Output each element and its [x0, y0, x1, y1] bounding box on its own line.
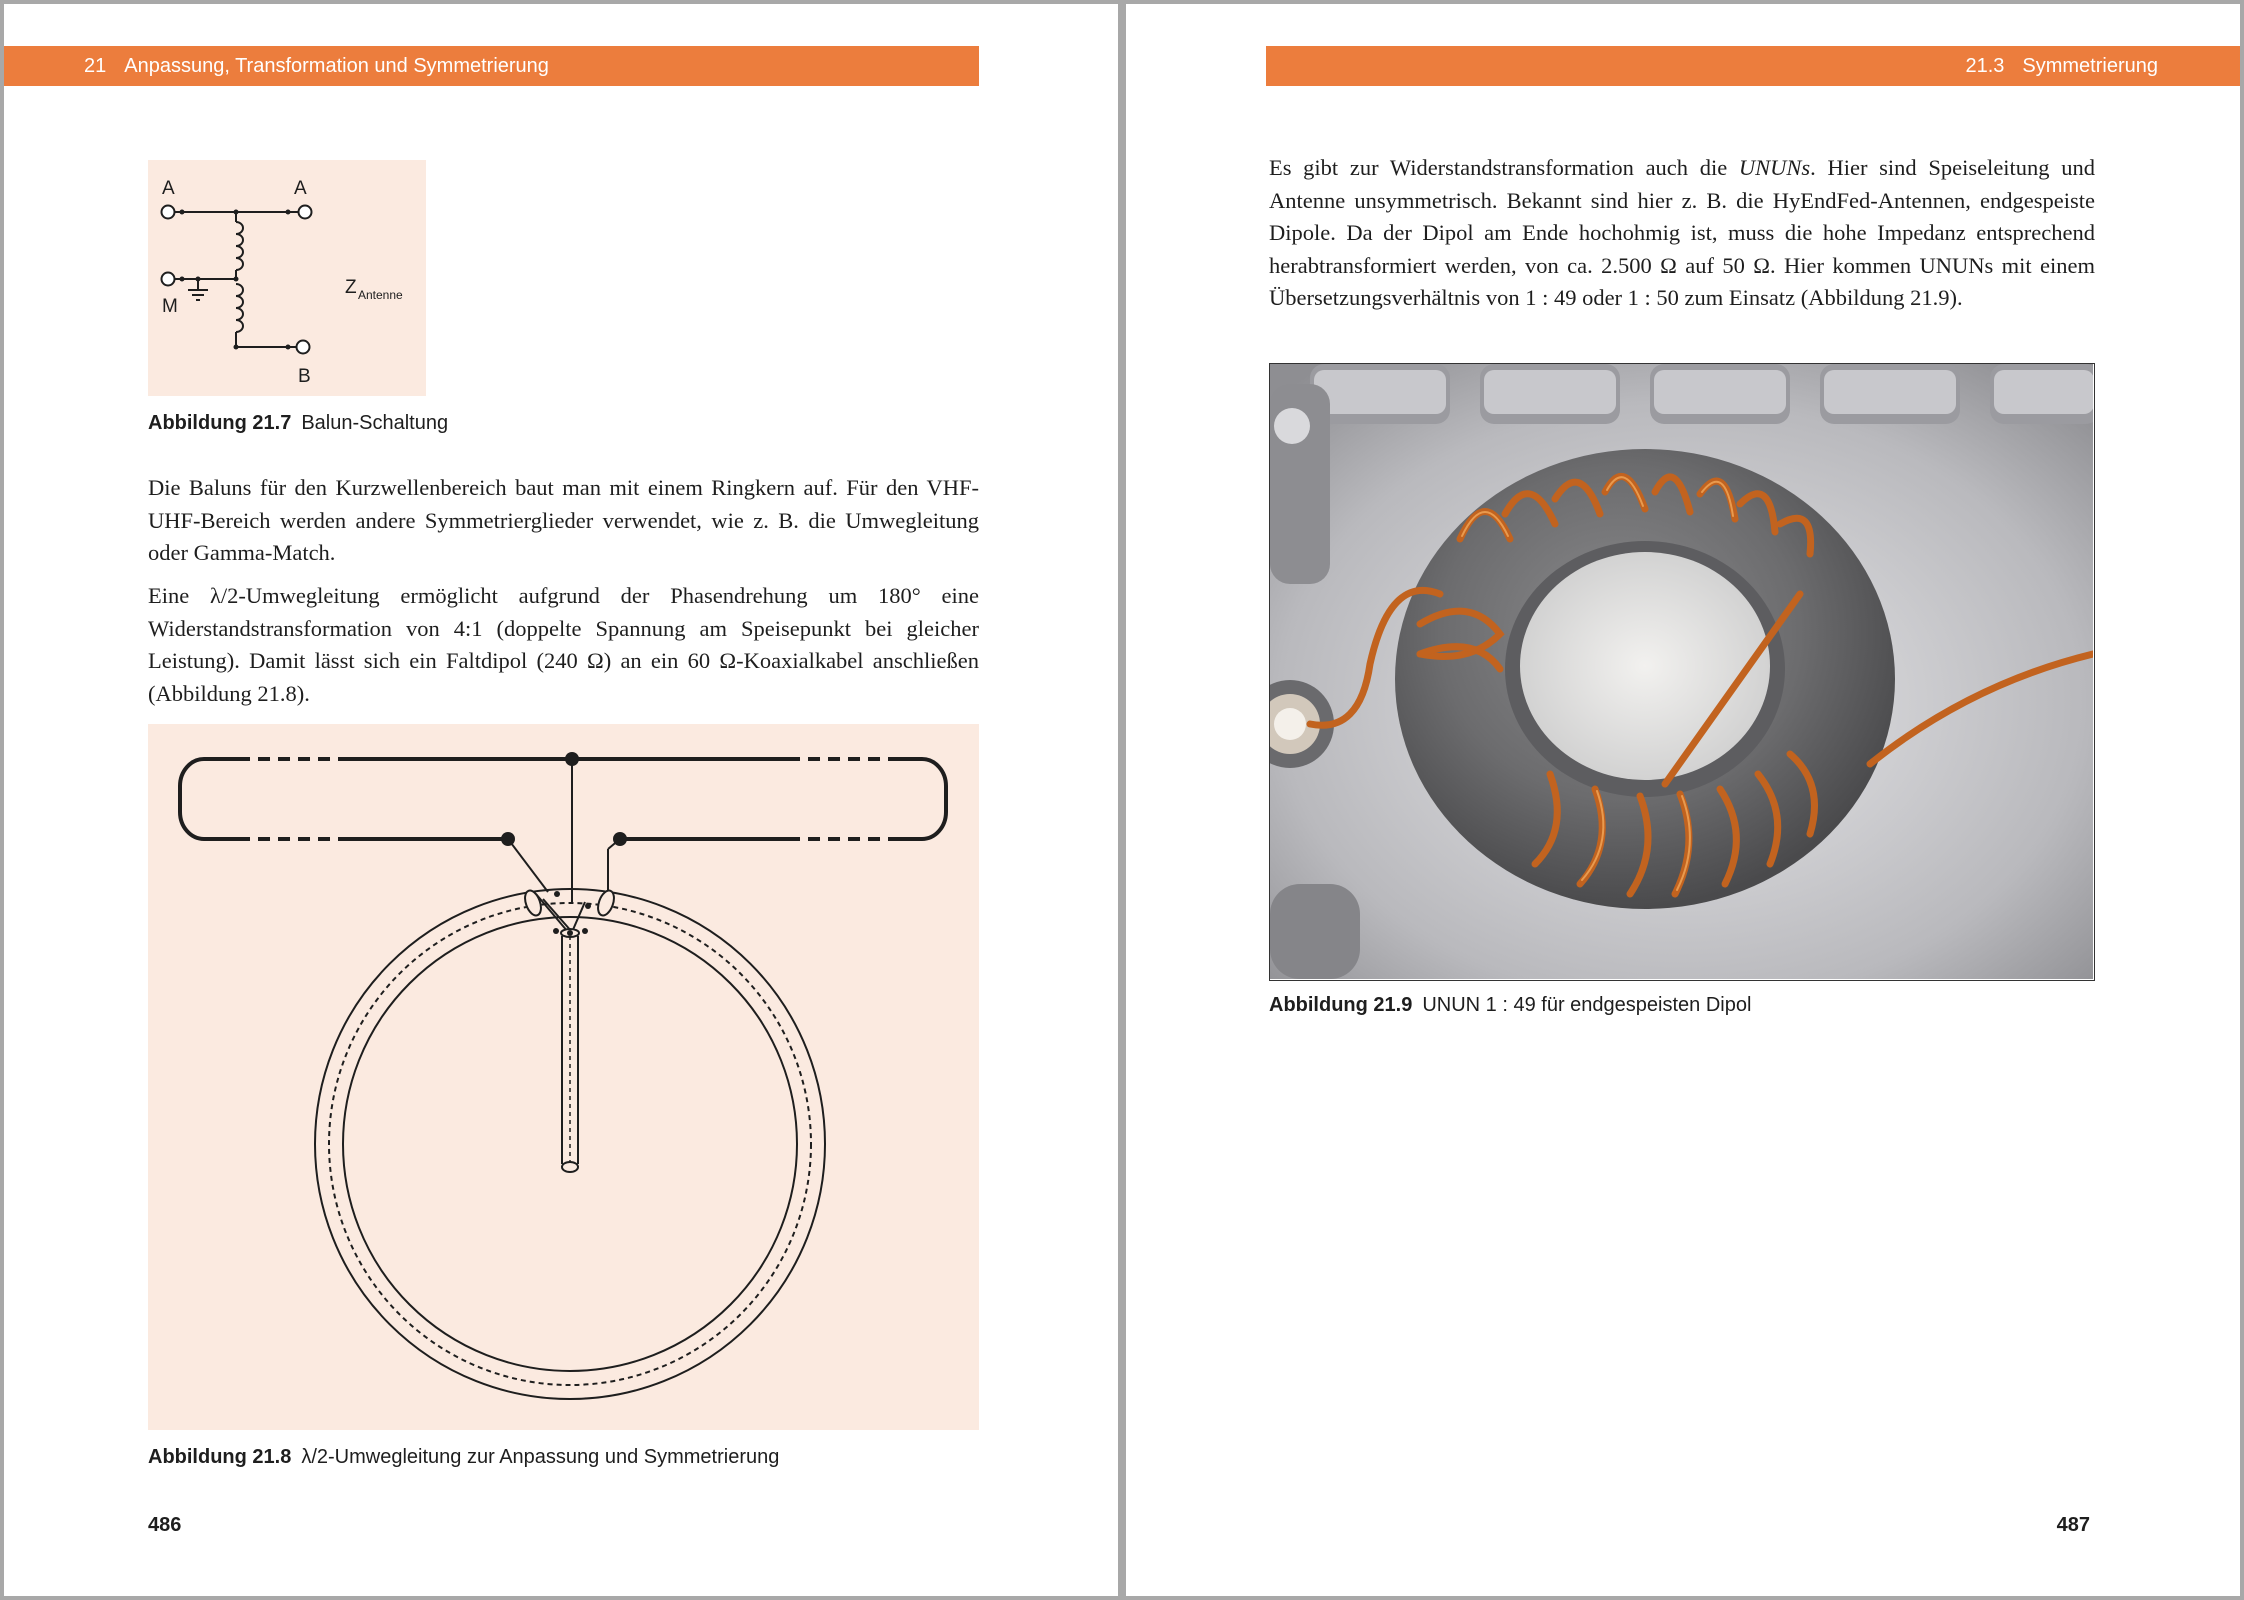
- label-a-right: A: [294, 178, 307, 199]
- caption-number: Abbildung 21.8: [148, 1446, 292, 1468]
- caption-number: Abbildung 21.7: [148, 412, 292, 434]
- caption-number: Abbildung 21.9: [1269, 994, 1413, 1016]
- chapter-title: Anpassung, Transformation und Symmetrierung: [124, 55, 549, 77]
- paragraph-text: . Hier sind Speiseleitung und Antenne unsymmetrisch. Bekannt sind hier z. B. die HyEndFed-Antennen, endgespeiste Dipole. Da der Dipol am Ende hochohmig ist, muss die hohe Impedanz entsprechend herabtransformiert werden, von ca. 2.500 Ω auf 50 Ω. Hier kommen UNUNs mit einem Übersetzungsverhältnis von 1 : 49 oder 1 : 50 zum Einsatz (Abbildung 21.9).: [1269, 155, 2095, 310]
- chapter-number: 21: [84, 55, 107, 77]
- caption-21-8: [148, 1446, 779, 1469]
- balun-schematic: [148, 160, 426, 396]
- label-z: Z: [345, 277, 357, 298]
- caption-21-9: [1269, 994, 1751, 1017]
- figure-21-7: [148, 160, 426, 396]
- umwegleitung-diagram: [148, 724, 979, 1430]
- caption-text: UNUN 1 : 49 für endgespeisten Dipol: [1422, 994, 1752, 1016]
- right-page: [1126, 4, 2240, 1596]
- paragraph: Die Baluns für den Kurzwellenbereich baut man mit einem Ringkern auf. Für den VHF-UHF-Bereich werden andere Symmetrierglieder verwendet, wie z. B. die Umwegleitung oder Gamma-Match.: [148, 475, 979, 565]
- label-m: M: [162, 296, 178, 317]
- emphasis-ununs: UNUNs: [1738, 155, 1811, 180]
- caption-21-7: [148, 412, 448, 435]
- left-page: [4, 4, 1118, 1596]
- label-b: B: [298, 366, 311, 387]
- paragraph: [1269, 152, 2095, 315]
- caption-text: λ/2-Umwegleitung zur Anpassung und Symmetrierung: [301, 1446, 780, 1468]
- label-z-subscript: Antenne: [358, 288, 403, 302]
- section-header: [1266, 46, 2240, 86]
- chapter-header: [4, 46, 979, 86]
- label-a-left: A: [162, 178, 175, 199]
- paragraph-text: Es gibt zur Widerstandstransformation auch die: [1269, 155, 1739, 180]
- figure-21-9-photo: [1269, 363, 2095, 981]
- figure-21-8: [148, 724, 979, 1430]
- section-title: Symmetrierung: [2022, 55, 2158, 77]
- page-number: 486: [148, 1514, 182, 1536]
- caption-text: Balun-Schaltung: [301, 412, 449, 434]
- page-number: 487: [2056, 1514, 2090, 1536]
- paragraph: Eine λ/2-Umwegleitung ermöglicht aufgrund der Phasendrehung um 180° eine Widerstandstransformation von 4:1 (doppelte Spannung am Speisepunkt bei gleicher Leistung). Damit lässt sich ein Faltdipol (240 Ω) an ein 60 Ω-Koaxialkabel anschließen (Abbildung 21.8).: [148, 583, 979, 706]
- toroid-photo: [1270, 364, 2093, 979]
- section-number: 21.3: [1965, 55, 2005, 77]
